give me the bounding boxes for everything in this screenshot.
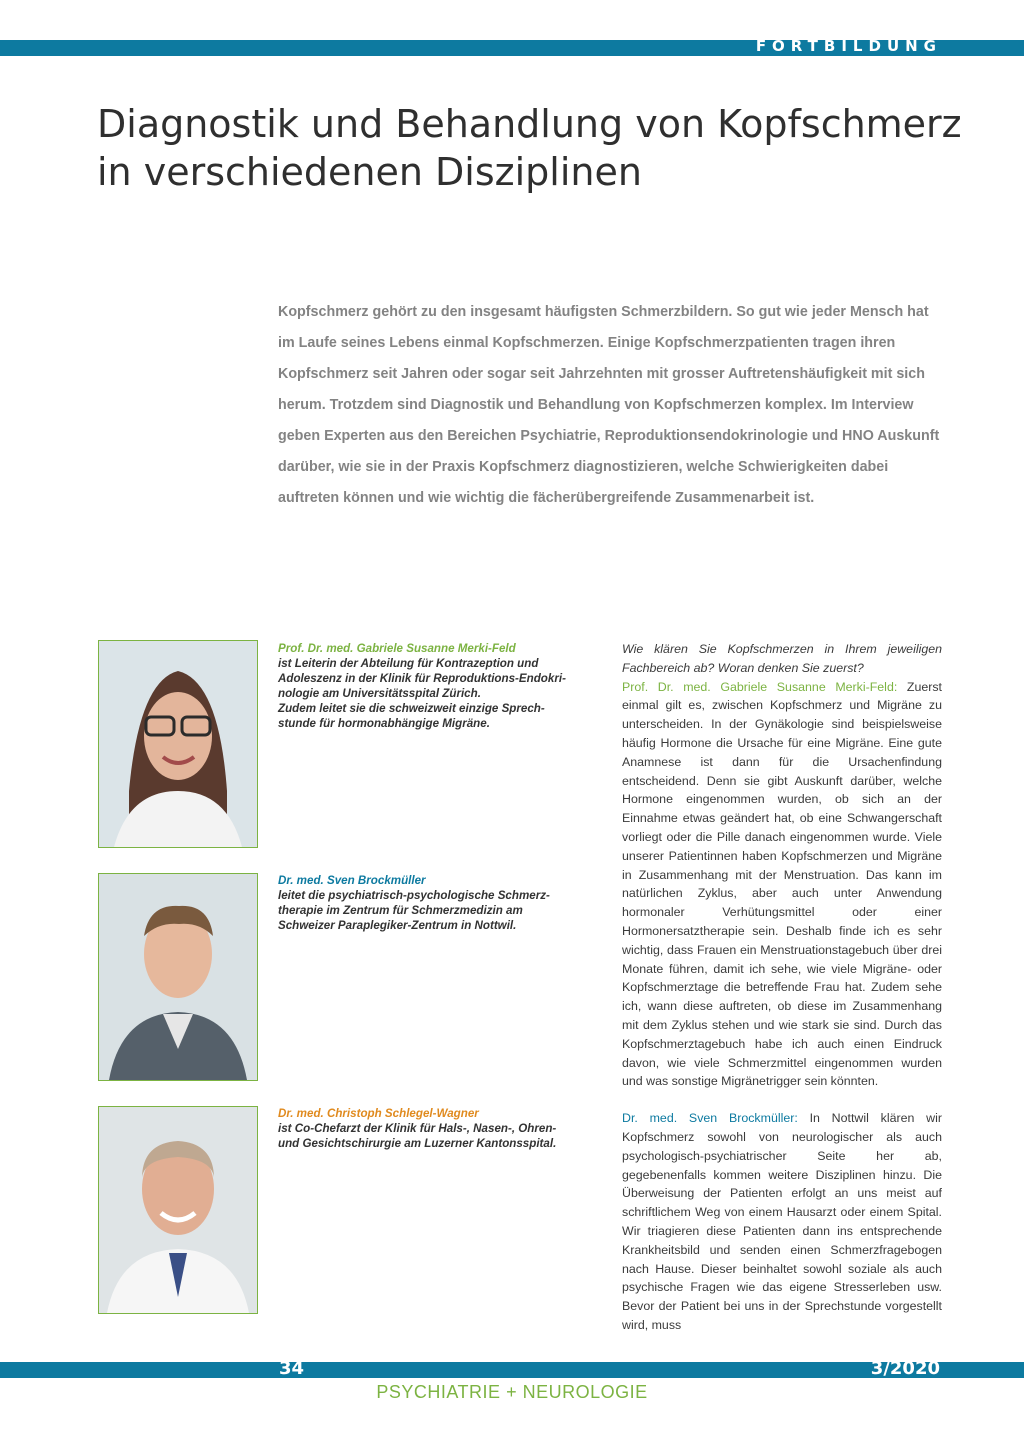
page-number: 34 — [279, 1358, 305, 1379]
interview-column — [622, 640, 942, 1335]
portrait-woman-glasses-icon — [99, 641, 257, 847]
expert-name: Dr. med. Sven Brockmüller — [278, 874, 426, 887]
answer-speaker: Prof. Dr. med. Gabriele Susanne Merki-Feld: — [622, 679, 898, 694]
answer-text: Zuerst einmal gilt es, zwischen Kopfschmerz und Migräne zu unterscheiden. In der Gynäkologie sind beispielsweise häufig Hormone die Ursache für eine Migräne. Eine gute Anamnese ist dann für die Ursachenfindung entscheidend. Denn sie gibt Auskunft darüber, welche Hormone eingenommen wurden, ob sich an der Einnahme etwas geändert hat, ob eine Schwangerschaft vorliegt oder die Pille danach eingenommen wurde. Viele unserer Patientinnen haben Kopfschmerzen und Migräne in Zusammenhang mit der Menstruation. Das kann im natürlichen Zyklus, aber auch unter Anwendung hormonaler Verhütungsmittel oder einer Hormonersatztherapie sein. Deshalb finde ich es sehr wichtig, dass Frauen ein Menstruationstagebuch über drei Monate führen, damit ich sehe, wie viele Migräne- oder Kopfschmerztage die betreffende Frau hat. Zudem sehe ich, wann diese auftreten, ob diese im Zusammenhang mit dem Zyklus stehen und wie stark sie sind. Durch das Kopfschmerztagebuch habe ich auch einen Eindruck davon, wie viele Schmerzmittel eingenommen wurden und was sonstige Migränetrigger sein könnten. — [622, 679, 943, 1089]
interview-question: Wie klären Sie Kopfschmerzen in Ihrem jeweiligen Fachbereich ab? Woran denken Sie zuerst? — [622, 642, 942, 675]
title-line-2: in verschiedenen Disziplinen — [97, 150, 642, 194]
issue-number: 3/2020 — [870, 1358, 940, 1379]
article-title — [97, 100, 962, 196]
expert-description: leitet die psychiatrisch-psychologische Schmerz- therapie im Zentrum für Schmerzmedizin am Schweizer Paraplegiker-Zentrum in Nottwil. — [278, 889, 550, 932]
expert-description: ist Co-Chefarzt der Klinik für Hals-, Nasen-, Ohren- und Gesichtschirurgie am Luzerner Kantonsspital. — [278, 1122, 557, 1150]
expert-bio-brockmueller — [278, 873, 598, 933]
portrait-brockmueller-photo — [98, 873, 258, 1081]
interview-answer — [622, 1109, 942, 1335]
section-label: FORTBILDUNG — [755, 37, 942, 55]
expert-description: ist Leiterin der Abteilung für Kontrazeption und Adoleszenz in der Klinik für Reproduktions-Endokri- nologie am Universitätsspital Zürich. Zudem leitet sie die schweizweit einzige Sprech- stunde für hormonabhängige Migräne. — [278, 657, 566, 730]
interview-answer — [622, 678, 942, 1092]
title-line-1: Diagnostik und Behandlung von Kopfschmerz — [97, 102, 962, 146]
portrait-man-shirt-icon — [99, 874, 257, 1080]
answer-text: In Nottwil klären wir Kopfschmerz sowohl von neurologischer als auch psychologisch-psychiatrischer Seite her ab, gegebenenfalls kommen weitere Disziplinen hinzu. Die Überweisung der Patienten erfolgt an uns meist auf schriftlichem Weg von einem Hausarzt oder einem Spital. Wir triagieren diese Patienten dann ins entsprechende Krankheitsbild und senden einen Schmerzfragebogen nach Hause. Dieser beinhaltet sowohl soziale als auch psychische Fragen wie das eigene Stresserleben usw. Bevor der Patient bei uns in der Sprechstunde vorgestellt wird, muss — [622, 1111, 942, 1332]
expert-bio-schlegel-wagner — [278, 1106, 598, 1151]
article-lead: Kopfschmerz gehört zu den insgesamt häufigsten Schmerzbildern. So gut wie jeder Mensch hat im Laufe seines Lebens einmal Kopfschmerzen. Einige Kopfschmerzpatienten tragen ihren Kopfschmerz seit Jahren oder sogar seit Jahrzehnten mit grosser Auftretenshäufigkeit mit sich herum. Trotzdem sind Diagnostik und Behandlung von Kopfschmerzen komplex. Im Interview geben Experten aus den Bereichen Psychiatrie, Reproduktionsendokrinologie und HNO Auskunft darüber, wie sie in der Praxis Kopfschmerz diagnostizieren, welche Schwierigkeiten dabei auftreten können und wie wichtig die fächerübergreifende Zusammenarbeit ist. — [278, 304, 940, 506]
expert-bio-merki-feld — [278, 641, 598, 731]
expert-name: Dr. med. Christoph Schlegel-Wagner — [278, 1107, 479, 1120]
portrait-merki-feld-photo — [98, 640, 258, 848]
answer-speaker: Dr. med. Sven Brockmüller: — [622, 1111, 798, 1126]
portrait-man-whitecoat-icon — [99, 1107, 257, 1313]
expert-name: Prof. Dr. med. Gabriele Susanne Merki-Feld — [278, 642, 516, 655]
portrait-schlegel-wagner-photo — [98, 1106, 258, 1314]
journal-name: PSYCHIATRIE + NEUROLOGIE — [376, 1382, 648, 1402]
